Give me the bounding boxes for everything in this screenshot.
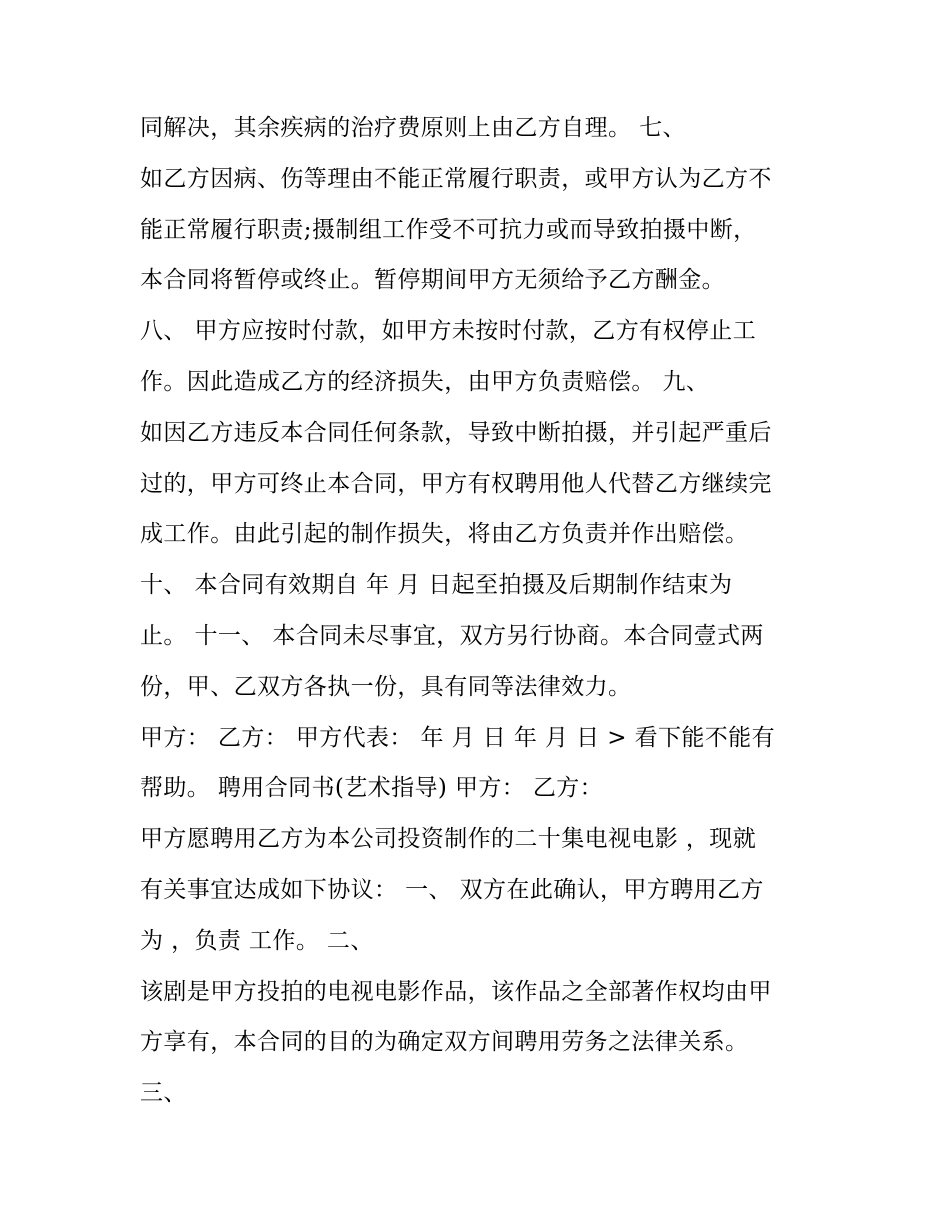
text-line: 为 ，负责 工作。 二、 — [140, 927, 374, 954]
text-line: 方享有，本合同的目的为确定双方间聘用劳务之法律关系。 — [140, 1029, 749, 1056]
text-line: 甲方愿聘用乙方为本公司投资制作的二十集电视电影 ，现就 — [140, 826, 757, 853]
text-line: 份，甲、乙双方各执一份，具有同等法律效力。 — [140, 673, 632, 700]
text-line: 作。因此造成乙方的经济损失，由甲方负责赔偿。 九、 — [140, 368, 710, 395]
text-line: 能正常履行职责;摄制组工作受不可抗力或而导致拍摄中断， — [140, 216, 757, 243]
text-line: 该剧是甲方投拍的电视电影作品，该作品之全部著作权均由甲 — [140, 978, 772, 1005]
text-line: 帮助。 聘用合同书(艺术指导) 甲方： 乙方： — [140, 775, 604, 802]
text-line: 如乙方因病、伤等理由不能正常履行职责，或甲方认为乙方不 — [140, 165, 772, 192]
text-line: 止。 十一、 本合同未尽事宜，双方另行协商。本合同壹式两 — [140, 622, 764, 649]
text-line: 十、 本合同有效期自 年 月 日起至拍摄及后期制作结束为 — [140, 572, 733, 599]
text-line: 同解决，其余疾病的治疗费原则上由乙方自理。 七、 — [140, 115, 686, 141]
text-line: 有关事宜达成如下协议： 一、 双方在此确认，甲方聘用乙方 — [140, 876, 764, 903]
text-line: 如因乙方违反本合同任何条款，导致中断拍摄，并引起严重后 — [140, 419, 772, 446]
text-line: 八、 甲方应按时付款，如甲方未按时付款，乙方有权停止工 — [140, 318, 757, 345]
contract-text-body — [140, 103, 830, 1119]
text-line: 成工作。由此引起的制作损失，将由乙方负责并作出赔偿。 — [140, 521, 749, 548]
text-line: 甲方： 乙方： 甲方代表： 年 月 日 年 月 日 > 看下能不能有 — [140, 724, 775, 751]
text-line: 本合同将暂停或终止。暂停期间甲方无须给予乙方酬金。 — [140, 267, 725, 294]
text-line: 三、 — [140, 1080, 187, 1107]
text-line: 过的，甲方可终止本合同，甲方有权聘用他人代替乙方继续完 — [140, 470, 772, 497]
